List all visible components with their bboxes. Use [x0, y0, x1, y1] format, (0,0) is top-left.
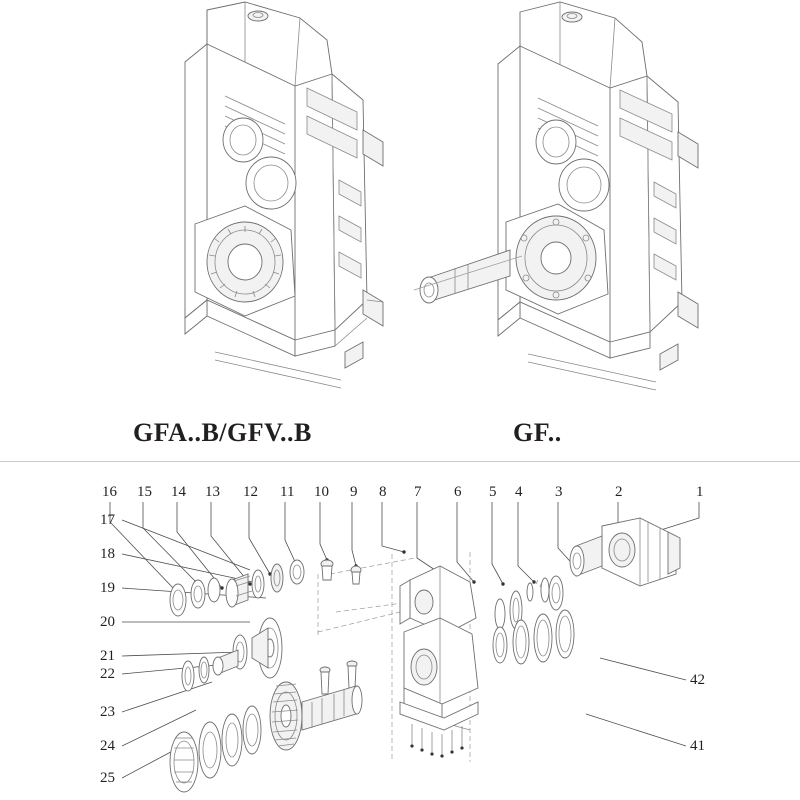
callout-8: 8 — [379, 484, 387, 500]
callout-14: 14 — [171, 484, 186, 500]
callout-19: 19 — [100, 580, 115, 596]
callout-18: 18 — [100, 546, 115, 562]
callout-21: 21 — [100, 648, 115, 664]
callout-42: 42 — [690, 672, 705, 688]
callout-22: 22 — [100, 666, 115, 682]
gearbox-isometric-hollow-shaft — [95, 0, 395, 400]
callout-17: 17 — [100, 512, 115, 528]
callout-4: 4 — [515, 484, 523, 500]
callout-20: 20 — [100, 614, 115, 630]
exploded-view-area — [0, 462, 800, 800]
callout-24: 24 — [100, 738, 115, 754]
callout-7: 7 — [414, 484, 422, 500]
callout-10: 10 — [314, 484, 329, 500]
callout-12: 12 — [243, 484, 258, 500]
callout-9: 9 — [350, 484, 358, 500]
callout-2: 2 — [615, 484, 623, 500]
callout-3: 3 — [555, 484, 563, 500]
caption-right: GF.. — [513, 418, 562, 447]
callout-1: 1 — [696, 484, 704, 500]
caption-left: GFA..B/GFV..B — [133, 418, 312, 447]
callout-41: 41 — [690, 738, 705, 754]
callout-6: 6 — [454, 484, 462, 500]
callout-23: 23 — [100, 704, 115, 720]
callout-13: 13 — [205, 484, 220, 500]
callout-11: 11 — [280, 484, 295, 500]
callout-25: 25 — [100, 770, 115, 786]
callout-5: 5 — [489, 484, 497, 500]
callout-16: 16 — [102, 484, 117, 500]
gearbox-isometric-solid-shaft — [400, 0, 710, 400]
callout-15: 15 — [137, 484, 152, 500]
